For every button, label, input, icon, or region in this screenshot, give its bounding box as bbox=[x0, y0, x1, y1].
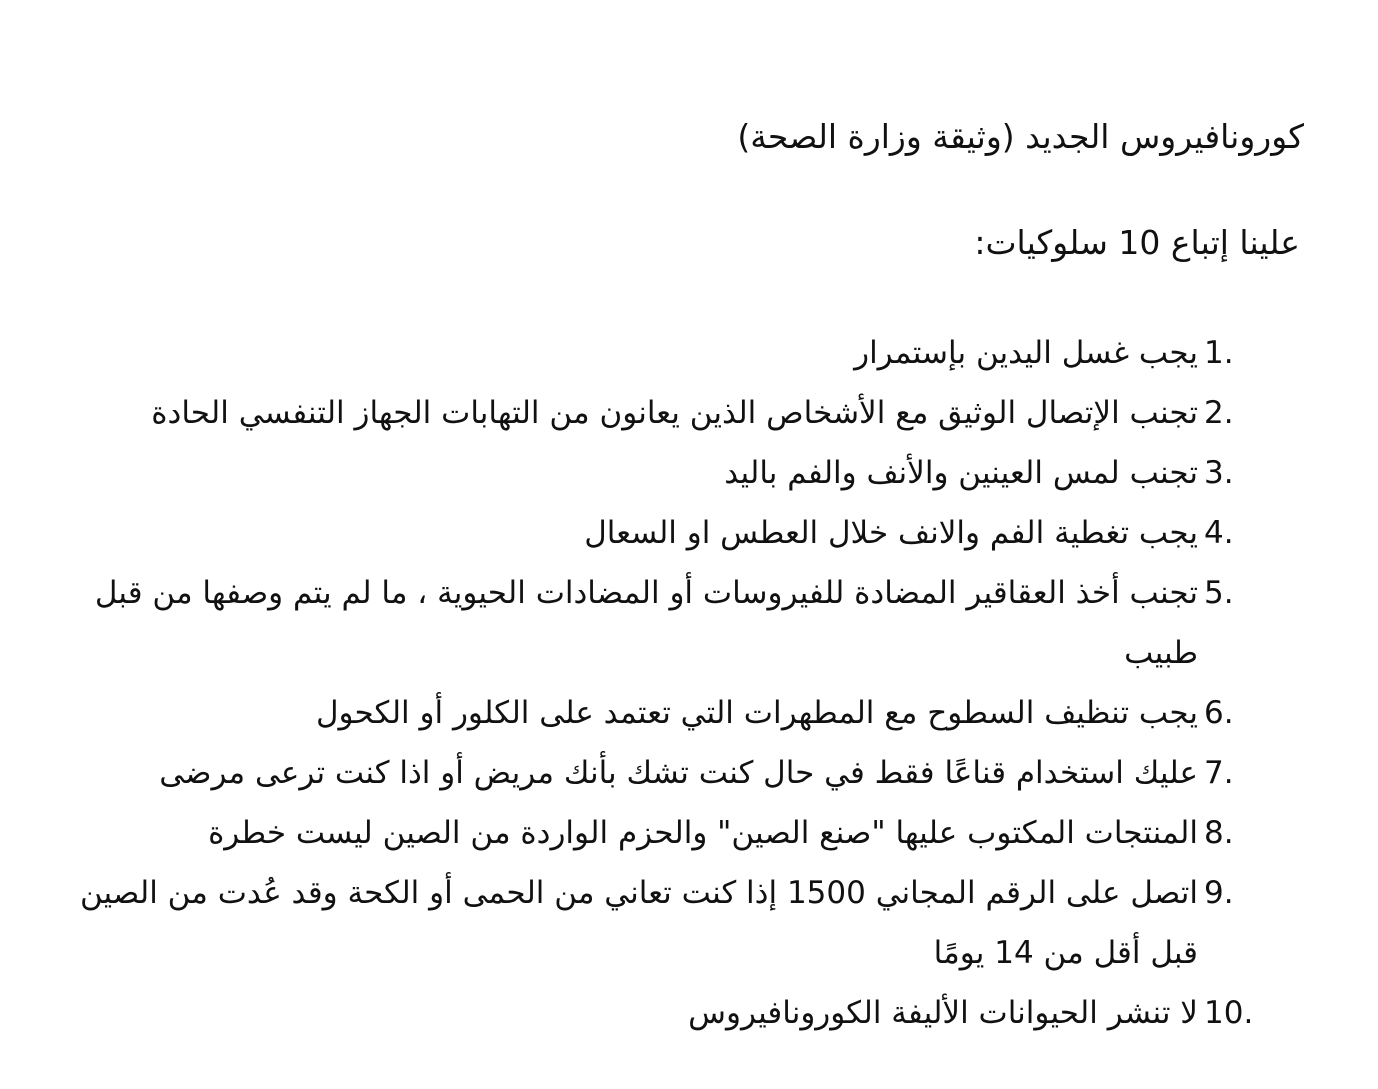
list-item-text: اتصل على الرقم المجاني 1500 إذا كنت تعاني من الحمى أو الكحة وقد عُدت من الصين قبل أقل من 14 يومًا bbox=[79, 875, 1198, 971]
list-item bbox=[28, 803, 1278, 863]
list-item-text: عليك استخدام قناعًا فقط في حال كنت تشك بأنك مريض أو اذا كنت ترعى مرضى bbox=[159, 755, 1198, 791]
list-item bbox=[28, 443, 1278, 503]
list-item-text: تجنب لمس العينين والأنف والفم باليد bbox=[724, 455, 1198, 491]
list-item-number: 4. bbox=[1204, 515, 1234, 551]
list-item-number: 6. bbox=[1204, 695, 1234, 731]
list-item-text: يجب غسل اليدين بإستمرار bbox=[854, 335, 1198, 371]
list-item-text: يجب تنظيف السطوح مع المطهرات التي تعتمد على الكلور أو الكحول bbox=[315, 695, 1198, 731]
list-item-text: المنتجات المكتوب عليها "صنع الصين" والحزم الواردة من الصين ليست خطرة bbox=[208, 815, 1198, 851]
list-item bbox=[28, 683, 1278, 743]
list-item bbox=[28, 323, 1278, 383]
list-item-number: 8. bbox=[1204, 815, 1234, 851]
list-item-number: 10. bbox=[1204, 995, 1254, 1031]
document-intro: علينا إتباع 10 سلوكيات: bbox=[974, 223, 1300, 262]
list-item-text: تجنب الإتصال الوثيق مع الأشخاص الذين يعانون من التهابات الجهاز التنفسي الحادة bbox=[151, 395, 1198, 431]
list-item-number: 5. bbox=[1204, 575, 1234, 611]
list-item bbox=[28, 983, 1278, 1043]
list-item-number: 3. bbox=[1204, 455, 1234, 491]
list-item bbox=[28, 563, 1278, 683]
list-item bbox=[28, 863, 1278, 983]
list-item-number: 1. bbox=[1204, 335, 1234, 371]
list-item-text: يجب تغطية الفم والانف خلال العطس او السعال bbox=[584, 515, 1198, 551]
behaviors-list bbox=[28, 323, 1278, 1043]
list-item bbox=[28, 503, 1278, 563]
list-item-number: 9. bbox=[1204, 875, 1234, 911]
list-item-number: 2. bbox=[1204, 395, 1234, 431]
document-title: كورونافيروس الجديد (وثيقة وزارة الصحة) bbox=[737, 117, 1304, 156]
list-item bbox=[28, 743, 1278, 803]
list-item bbox=[28, 383, 1278, 443]
list-item-text: لا تنشر الحيوانات الأليفة الكورونافيروس bbox=[688, 995, 1198, 1031]
list-item-text: تجنب أخذ العقاقير المضادة للفيروسات أو المضادات الحيوية ، ما لم يتم وصفها من قبل طبيب bbox=[94, 575, 1198, 671]
list-item-number: 7. bbox=[1204, 755, 1234, 791]
